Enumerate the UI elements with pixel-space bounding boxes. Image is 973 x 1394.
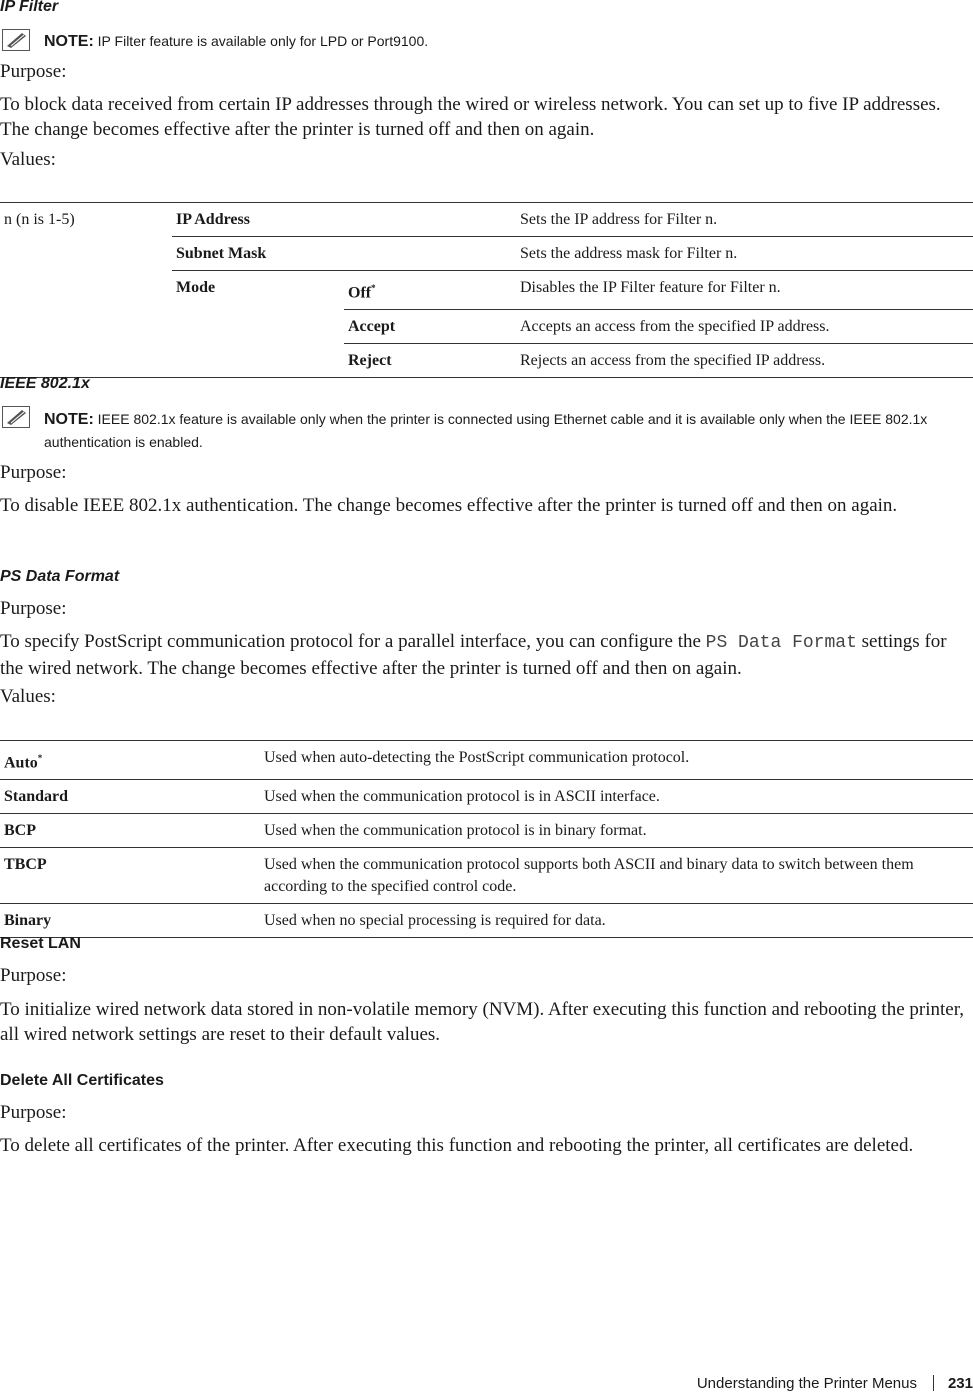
values-label: Values: [0,686,56,707]
table-cell: Mode [172,271,344,378]
purpose-text: To disable IEEE 802.1x authentication. The change becomes effective after the printer is turned off and then on again. [0,495,898,516]
note-pencil-icon [2,406,30,428]
note-ip-filter [44,30,972,53]
note-ieee [44,408,972,453]
table-cell [344,271,516,310]
purpose-label: Purpose: [0,598,67,619]
purpose-text-part: settings for the wired network. The change becomes effective after the printer is turned off and then on again. [0,631,947,679]
page-number: 231 [947,1375,973,1392]
ps-data-values-table [0,740,973,938]
table-row [0,780,973,814]
table-cell: Used when the communication protocol is in binary format. [260,814,973,848]
table-cell: Standard [0,780,260,814]
purpose-text: To initialize wired network data stored in non-volatile memory (NVM). After executing this function and rebooting the printer, all wired network settings are reset to their default values. [0,999,965,1045]
section-heading-delete-certificates: Delete All Certificates [0,1072,164,1089]
note-label: NOTE: [44,33,94,50]
purpose-label: Purpose: [0,965,67,986]
value-name: Off [348,284,372,302]
purpose-label: Purpose: [0,61,67,82]
table-cell: Sets the IP address for Filter n. [516,203,973,237]
table-cell: Sets the address mask for Filter n. [516,237,973,271]
note-text: IP Filter feature is available only for LPD or Port9100. [97,33,429,49]
table-cell: Reject [344,344,516,378]
note-pencil-icon [2,29,30,51]
default-mark: * [371,283,376,293]
code-text: PS Data Format [705,633,857,653]
section-heading-ps-data-format: PS Data Format [0,568,120,585]
table-row [0,848,973,904]
table-cell: n (n is 1-5) [0,203,172,378]
footer-divider [933,1375,934,1391]
value-name: Auto [4,754,38,772]
table-cell: Binary [0,904,260,938]
table-row [0,741,973,780]
table-cell: Accept [344,310,516,344]
table-row [0,904,973,938]
table-cell: Rejects an access from the specified IP address. [516,344,973,378]
purpose-text [0,629,968,681]
table-cell: TBCP [0,848,260,904]
table-cell: Used when auto-detecting the PostScript communication protocol. [260,741,973,780]
section-heading-reset-lan: Reset LAN [0,935,81,952]
footer-section-title: Understanding the Printer Menus [696,1375,917,1392]
table-cell: Subnet Mask [172,237,516,271]
purpose-text: To block data received from certain IP addresses through the wired or wireless network. You can set up to five IP addresses. The change becomes effective after the printer is turned off and then on again. [0,94,941,140]
table-cell [0,741,260,780]
ip-filter-values-table [0,202,973,378]
values-label: Values: [0,149,56,170]
table-cell: Accepts an access from the specified IP address. [516,310,973,344]
note-label: NOTE: [44,411,94,428]
table-row [0,814,973,848]
section-heading-ieee: IEEE 802.1x [0,375,90,392]
page-footer [697,1375,973,1392]
table-cell: Used when no special processing is required for data. [260,904,973,938]
table-cell: BCP [0,814,260,848]
purpose-text: To delete all certificates of the printer. After executing this function and rebooting the printer, all certificates are deleted. [0,1135,914,1156]
table-cell: Used when the communication protocol is in ASCII interface. [260,780,973,814]
table-cell: Used when the communication protocol supports both ASCII and binary data to switch between them according to the specified control code. [260,848,973,904]
default-mark: * [37,753,43,763]
table-row [0,203,973,237]
table-cell: IP Address [172,203,516,237]
section-heading-ip-filter: IP Filter [0,0,59,15]
note-text: IEEE 802.1x feature is available only when the printer is connected using Ethernet cable and it is available only when the IEEE 802.1x authentication is enabled. [44,411,928,450]
table-cell: Disables the IP Filter feature for Filter n. [516,271,973,310]
purpose-text-part: To specify PostScript communication protocol for a parallel interface, you can configure the [0,631,706,652]
purpose-label: Purpose: [0,1102,67,1123]
purpose-label: Purpose: [0,462,67,483]
